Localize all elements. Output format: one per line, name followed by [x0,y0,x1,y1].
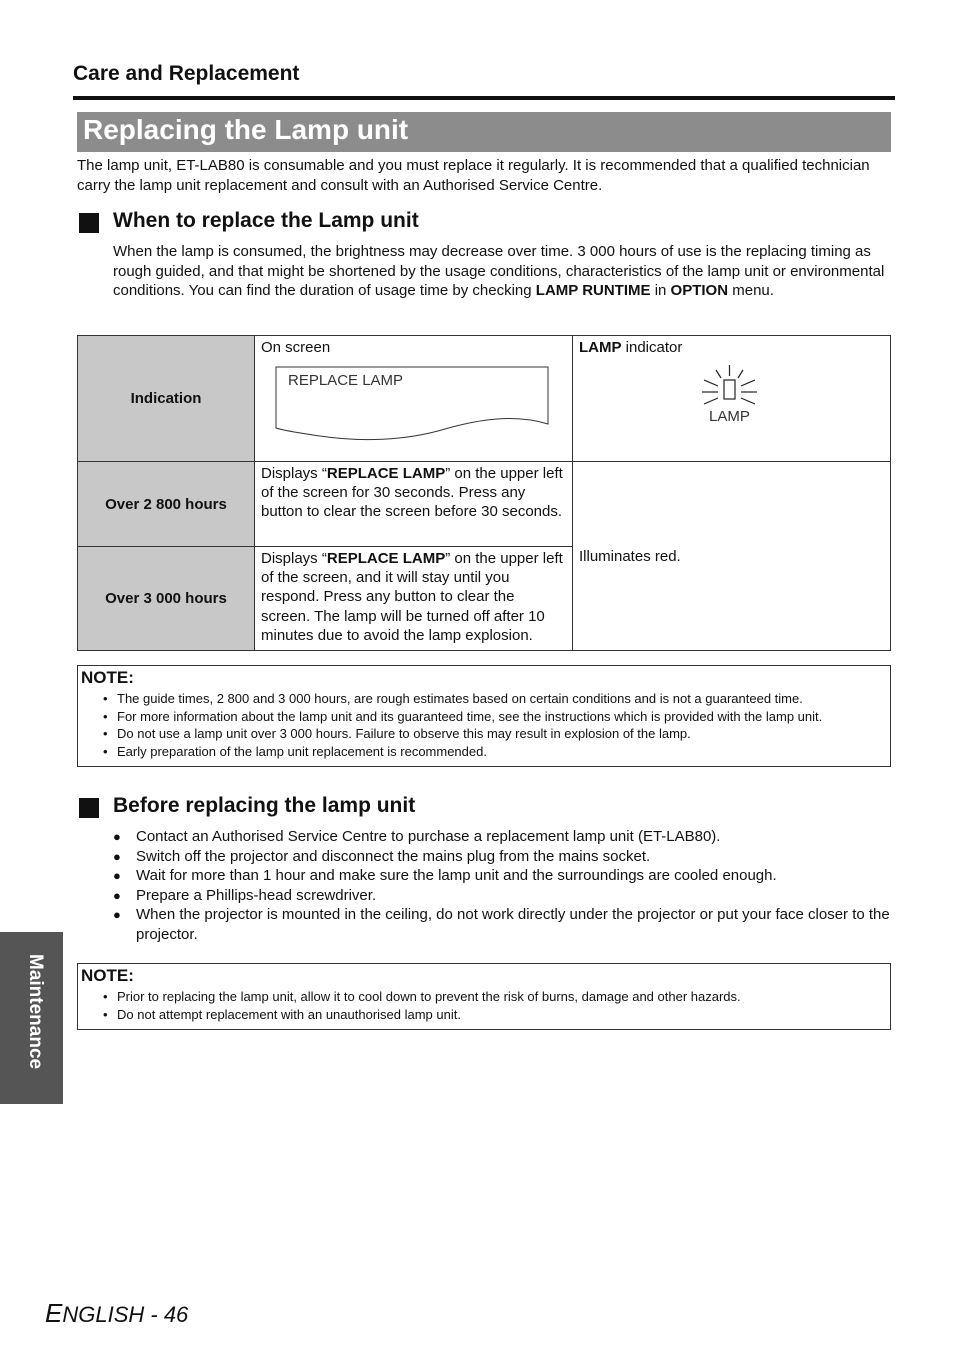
note-heading: NOTE: [81,966,134,985]
list-item: • Do not attempt replacement with an unauthorised lamp unit. [78,1006,890,1024]
side-tab-label: Maintenance [25,954,46,1070]
heading-square-icon [79,798,99,818]
note-box-2 [77,963,891,1030]
intro-paragraph: The lamp unit, ET-LAB80 is consumable and you must replace it regularly. It is recommended that a qualified technician carry the lamp unit replacement and consult with an Authorised Service Centre. [77,157,870,194]
note-heading: NOTE: [81,668,134,687]
note-list-2 [78,988,890,1023]
list-item: • Early preparation of the lamp unit replacement is recommended. [78,743,890,761]
list-item: • For more information about the lamp unit and its guaranteed time, see the instructions which is provided with the lamp unit. [78,708,890,726]
page-footer: ENGLISH - 46 [45,1298,189,1328]
illuminates-cell [573,462,891,651]
row-label-2800: Over 2 800 hours [78,462,255,547]
lamp-indicator-cell [573,336,891,462]
screen-illustration [255,361,572,441]
side-tab [0,932,63,1104]
list-item: ● Switch off the projector and disconnect the mains plug from the mains socket. [113,847,893,867]
list-item: ● Wait for more than 1 hour and make sure the lamp unit and the surroundings are cooled enough. [113,866,893,886]
title-bar [77,112,891,152]
on-screen-cell [255,336,573,462]
lamp-indicator-label: LAMP indicator [579,339,683,356]
when-paragraph: When the lamp is consumed, the brightness may decrease over time. 3 000 hours of use is the replacing timing as rough guided, and that might be shortened by the usage conditions, characteristics of the lamp unit or environmental conditions. You can find the duration of usage time by checking LAMP RUNTIME in OPTION menu. [113,243,885,299]
lamp-indicator-illustration [573,361,890,431]
list-item: ● Contact an Authorised Service Centre to purchase a replacement lamp unit (ET-LAB80). [113,827,893,847]
indication-header: Indication [78,336,255,462]
row-desc-2800: Displays “REPLACE LAMP” on the upper left of the screen for 30 seconds. Press any button to clear the screen before 30 seconds. [255,462,573,547]
page-title: Replacing the Lamp unit [83,114,409,145]
illuminates-text: Illuminates red. [579,547,681,565]
section-label: Care and Replacement [73,62,300,85]
table-row [78,462,891,547]
list-item: • Do not use a lamp unit over 3 000 hours. Failure to observe this may result in explosion of the lamp. [78,725,890,743]
before-list [113,827,893,944]
list-item: ● When the projector is mounted in the ceiling, do not work directly under the projector or put your face closer to the projector. [113,905,893,944]
row-label-3000: Over 3 000 hours [78,547,255,651]
list-item: • Prior to replacing the lamp unit, allow it to cool down to prevent the risk of burns, damage and other hazards. [78,988,890,1006]
on-screen-label: On screen [261,339,331,356]
note-list-1 [78,690,890,760]
replace-lamp-message: REPLACE LAMP [288,372,404,390]
table-row [78,336,891,462]
header-rule [73,96,895,100]
lamp-icon-label: LAMP [709,408,750,426]
lamp-indication-table [77,335,891,651]
before-heading: Before replacing the lamp unit [113,794,416,817]
list-item: ● Prepare a Phillips-head screwdriver. [113,886,893,906]
row-desc-3000: Displays “REPLACE LAMP” on the upper left of the screen, and it will stay until you respond. Press any button to clear the screen. The lamp will be turned off after 10 minutes due to avoid the lamp explosion. [255,547,573,651]
note-box-1 [77,665,891,767]
list-item: • The guide times, 2 800 and 3 000 hours, are rough estimates based on certain conditions and is not a guaranteed time. [78,690,890,708]
heading-square-icon [79,213,99,233]
when-heading: When to replace the Lamp unit [113,209,419,232]
